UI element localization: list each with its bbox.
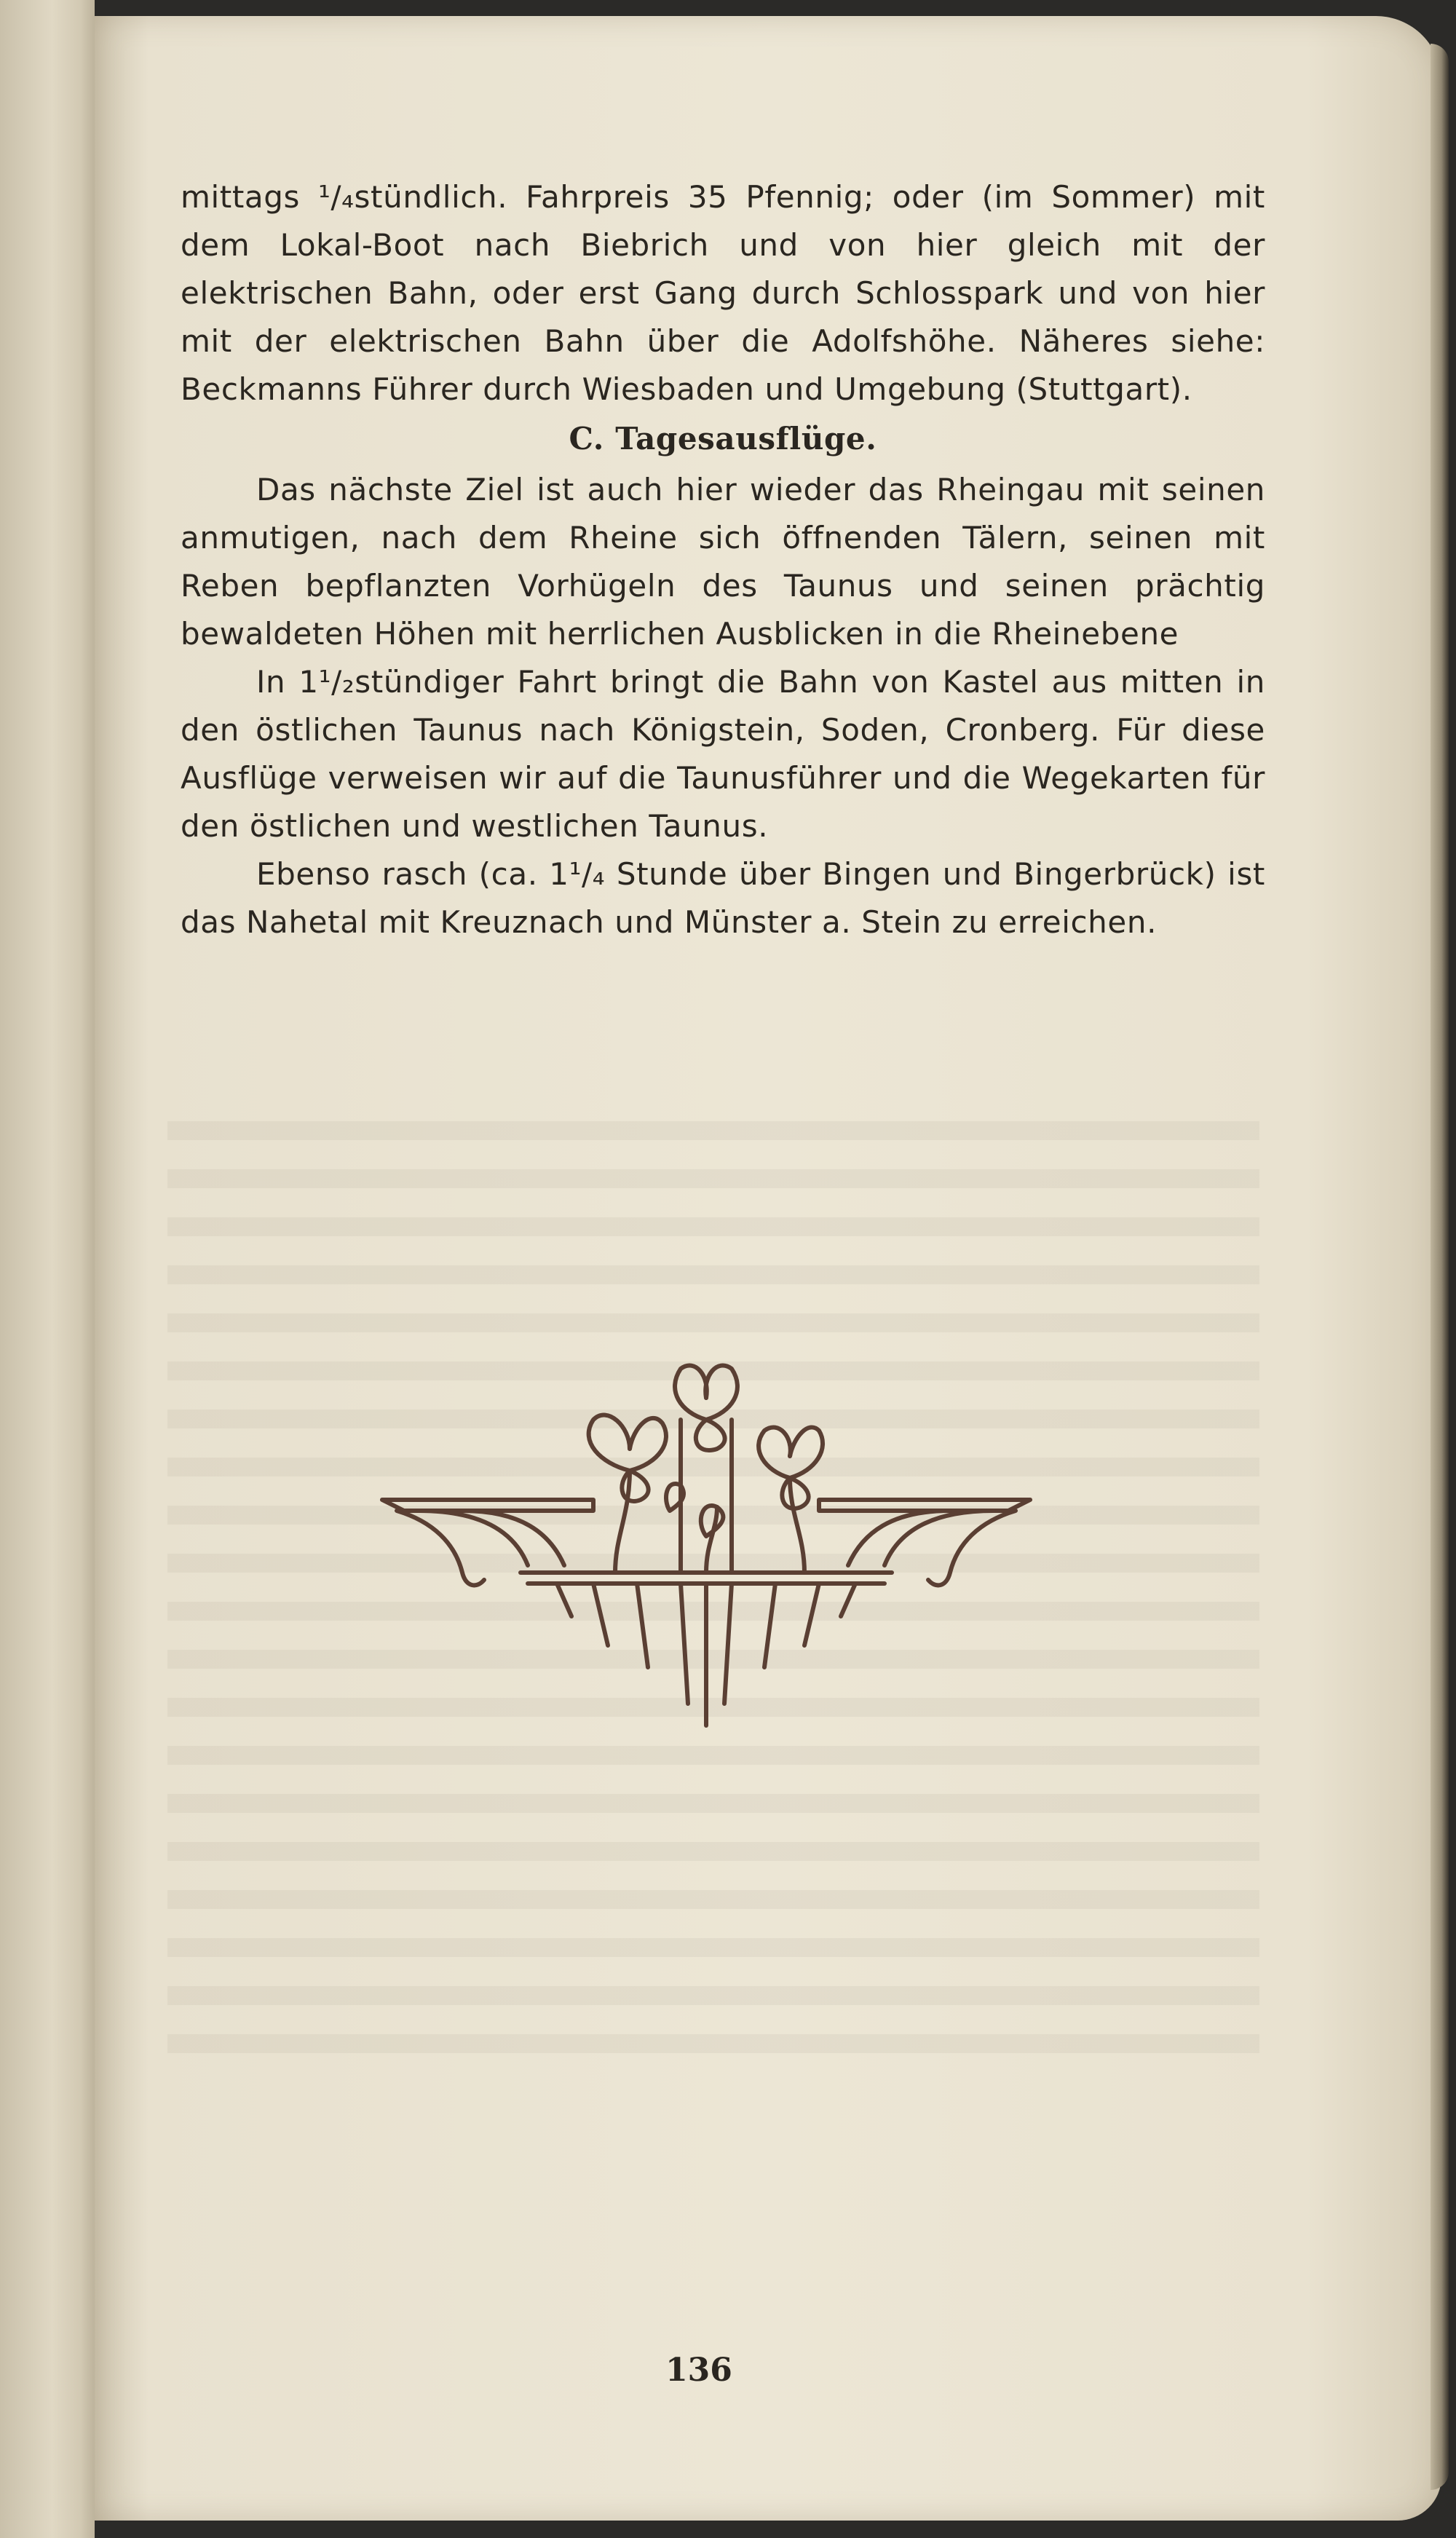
section-heading: C. Tagesausflüge. xyxy=(569,421,877,456)
page-number: 136 xyxy=(665,2352,732,2389)
floral-ornament-icon xyxy=(375,1354,1037,1733)
page-fore-edge xyxy=(1431,44,1449,2490)
facing-page-edge xyxy=(0,0,95,2538)
paragraph-continuation: mittags ¹/₄stündlich. Fahrpreis 35 Pfennig; oder (im Sommer) mit dem Lokal-Boot nach Biebrich und von hier gleich mit der elektrischen Bahn, oder erst Gang durch Schlosspark und von hier mit der elektrischen Bahn über die Adolfshöhe. Näheres siehe: Beckmanns Führer durch Wiesbaden und Umgebung (Stuttgart). xyxy=(181,179,1265,407)
paragraph-rheingau: Das nächste Ziel ist auch hier wieder das Rheingau mit seinen anmutigen, nach dem Rheine sich öffnenden Tälern, seinen mit Reben bepflanzten Vorhügeln des Taunus und seinen prächtig bewaldeten Höhen mit herrlichen Ausblicken in die Rheinebene xyxy=(181,472,1265,652)
paragraph-taunus: In 1¹/₂stündiger Fahrt bringt die Bahn von Kastel aus mitten in den östlichen Taunus nach Königstein, Soden, Cronberg. Für diese Ausflüge verweisen wir auf die Taunusführer und die Wegekarten für den östlichen und westlichen Taunus. xyxy=(181,664,1265,844)
paragraph-nahetal: Ebenso rasch (ca. 1¹/₄ Stunde über Bingen und Bingerbrück) ist das Nahetal mit Kreuznach und Münster a. Stein zu erreichen. xyxy=(181,856,1265,940)
body-text xyxy=(181,173,1265,946)
